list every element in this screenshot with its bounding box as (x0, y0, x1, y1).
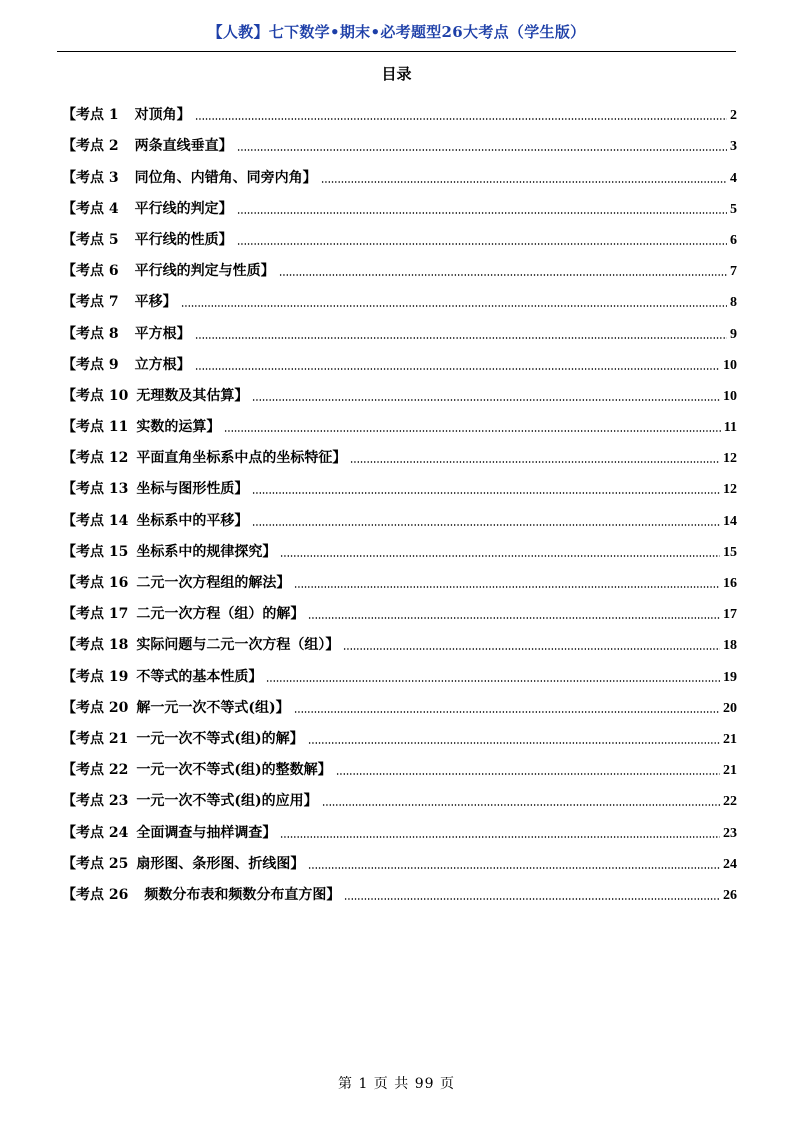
toc-entry[interactable] (62, 842, 737, 873)
toc-entry-title: 无理数及其估算】 (136, 387, 249, 404)
toc-entry-title: 平行线的性质】 (134, 231, 233, 248)
toc-entry[interactable] (62, 280, 737, 311)
toc-entry-title: 平移】 (134, 294, 177, 311)
toc-dot-leader (294, 586, 720, 588)
toc-entry[interactable] (62, 467, 737, 498)
toc-entry-page: 16 (723, 576, 737, 591)
toc-entry-page: 2 (730, 108, 737, 124)
toc-entry-page: 11 (723, 420, 737, 436)
toc-dot-leader (344, 898, 720, 900)
toc-dot-leader (252, 492, 720, 494)
toc-entry-number: 【考点 11 (62, 419, 129, 436)
toc-entry-page: 22 (723, 794, 737, 810)
toc-entry-page: 23 (723, 825, 737, 841)
toc-entry[interactable] (62, 124, 737, 155)
toc-entry[interactable] (62, 343, 737, 374)
toc-entry-title: 二元一次方程组的解法】 (136, 575, 291, 591)
toc-entry-number: 【考点 16 (62, 575, 129, 591)
toc-dot-leader (252, 399, 720, 401)
toc-entry-title: 对顶角】 (134, 107, 191, 124)
toc-dot-leader (195, 337, 727, 339)
toc-entry-number: 【考点 22 (62, 762, 129, 779)
toc-dot-leader (195, 368, 720, 370)
toc-entry-title: 实数的运算】 (136, 419, 221, 436)
toc-entry-title: 平行线的判定与性质】 (134, 263, 275, 280)
toc-entry-title: 一元一次不等式(组)的整数解】 (136, 762, 332, 779)
toc-entry[interactable] (62, 405, 737, 436)
toc-entry[interactable] (62, 810, 737, 841)
toc-dot-leader (294, 711, 720, 713)
toc-entry-number: 【考点 14 (62, 512, 129, 529)
toc-entry-title: 一元一次不等式(组)的应用】 (136, 793, 318, 810)
toc-entry-number: 【考点 19 (62, 668, 129, 685)
toc-entry[interactable] (62, 311, 737, 342)
toc-entry-title: 实际问题与二元一次方程（组）】 (136, 637, 340, 654)
toc-dot-leader (308, 617, 720, 619)
toc-entry-title: 全面调查与抽样调查】 (136, 824, 277, 841)
toc-entry-number: 【考点 12 (62, 450, 129, 467)
toc-entry-number: 【考点 25 (62, 855, 129, 872)
toc-entry[interactable] (62, 686, 737, 717)
toc-entry[interactable] (62, 374, 737, 405)
toc-entry-page: 5 (730, 201, 737, 217)
toc-entry[interactable] (62, 592, 737, 623)
toc-entry-page: 24 (723, 856, 737, 872)
toc-entry[interactable] (62, 717, 737, 748)
toc-entry-title: 解一元一次不等式(组)】 (136, 699, 290, 716)
toc-entry-number: 【考点 1 (62, 107, 119, 124)
toc-entry-page: 6 (730, 232, 737, 248)
toc-entry-title: 平方根】 (134, 325, 191, 342)
toc-entry-page: 19 (723, 669, 737, 685)
toc-dot-leader (181, 305, 727, 307)
toc-dot-leader (237, 149, 727, 151)
toc-entry-number: 【考点 5 (62, 231, 119, 248)
toc-entry-number: 【考点 24 (62, 824, 129, 841)
toc-entry[interactable] (62, 748, 737, 779)
toc-entry-number: 【考点 18 (62, 637, 129, 654)
toc-entry-number: 【考点 4 (62, 200, 119, 217)
toc-dot-leader (321, 181, 727, 183)
toc-entry-number: 【考点 7 (62, 294, 119, 311)
toc-dot-leader (336, 773, 720, 775)
toc-entry[interactable] (62, 873, 737, 904)
toc-dot-leader (308, 742, 720, 744)
toc-entry-page: 12 (723, 482, 737, 498)
toc-dot-leader (308, 867, 720, 869)
toc-entry-number: 【考点 26 (62, 886, 129, 903)
toc-entry[interactable] (62, 436, 737, 467)
toc-dot-leader (266, 680, 720, 682)
toc-dot-leader (280, 836, 720, 838)
toc-entry-page: 3 (730, 139, 737, 155)
toc-entry-title: 坐标系中的平移】 (136, 512, 249, 529)
toc-entry-title: 立方根】 (134, 356, 191, 373)
toc-dot-leader (237, 212, 727, 214)
toc-entry-title: 二元一次方程（组）的解】 (136, 606, 305, 623)
toc-entry-title: 同位角、内错角、同旁内角】 (134, 169, 317, 186)
toc-entry-page: 12 (723, 451, 737, 467)
toc-entry-title: 坐标系中的规律探究】 (136, 543, 277, 560)
toc-entry[interactable] (62, 530, 737, 561)
toc-dot-leader (279, 274, 727, 276)
toc-entry[interactable] (62, 218, 737, 249)
toc-entry-page: 18 (723, 638, 737, 654)
toc-entry-number: 【考点 6 (62, 263, 119, 280)
toc-entry[interactable] (62, 779, 737, 810)
toc-entry[interactable] (62, 498, 737, 529)
toc-entry[interactable] (62, 561, 737, 592)
toc-entry[interactable] (62, 93, 737, 124)
toc-entry-page: 21 (723, 731, 737, 747)
toc-entry-number: 【考点 8 (62, 325, 119, 342)
toc-dot-leader (252, 524, 720, 526)
toc-entry-title: 平行线的判定】 (134, 200, 233, 217)
toc-dot-leader (237, 243, 727, 245)
toc-entry[interactable] (62, 155, 737, 186)
toc-entry[interactable] (62, 623, 737, 654)
toc-entry-page: 7 (730, 264, 737, 280)
page-footer: 第 1 页 共 99 页 (338, 1076, 455, 1092)
toc-entry-page: 8 (730, 295, 737, 311)
toc-entry-number: 【考点 21 (62, 730, 129, 747)
toc-entry-number: 【考点 15 (62, 543, 129, 560)
toc-entry[interactable] (62, 187, 737, 218)
toc-dot-leader (343, 648, 720, 650)
toc-entry-page: 21 (723, 763, 737, 779)
toc-entry-title: 扇形图、条形图、折线图】 (136, 855, 305, 872)
toc-entry-number: 【考点 9 (62, 356, 119, 373)
toc-entry-page: 17 (723, 607, 737, 623)
toc-entry-page: 10 (723, 388, 737, 404)
toc-entry-title: 频数分布表和频数分布直方图】 (144, 886, 341, 903)
page-header-title: 【人教】七下数学•期末•必考题型26大考点（学生版） (207, 23, 586, 41)
toc-entry-title: 平面直角坐标系中点的坐标特征】 (136, 450, 347, 467)
toc-title: 目录 (381, 65, 412, 83)
toc-entry-page: 20 (723, 700, 737, 716)
toc-dot-leader (322, 804, 720, 806)
toc-dot-leader (195, 118, 727, 120)
toc-entry-number: 【考点 20 (62, 699, 129, 716)
toc-entry-title: 坐标与图形性质】 (136, 481, 249, 498)
toc-entry-number: 【考点 17 (62, 606, 129, 623)
toc-dot-leader (224, 430, 720, 432)
toc-dot-leader (350, 461, 720, 463)
toc-entry[interactable] (62, 654, 737, 685)
toc-dot-leader (280, 555, 720, 557)
header-divider (57, 51, 736, 52)
toc-entry-title: 两条直线垂直】 (134, 138, 233, 155)
toc-entry-page: 14 (723, 513, 737, 529)
toc-entry-number: 【考点 23 (62, 793, 129, 810)
toc-entry-number: 【考点 2 (62, 138, 119, 155)
toc-entry-title: 一元一次不等式(组)的解】 (136, 730, 304, 747)
toc-entry-number: 【考点 10 (62, 387, 129, 404)
toc-entry-page: 9 (730, 326, 737, 342)
toc-entry-page: 4 (730, 170, 737, 186)
toc-entry-number: 【考点 3 (62, 169, 119, 186)
toc-entry-page: 26 (723, 887, 737, 903)
toc-entry-title: 不等式的基本性质】 (136, 668, 263, 685)
table-of-contents (62, 93, 737, 904)
toc-entry[interactable] (62, 249, 737, 280)
toc-entry-page: 15 (723, 544, 737, 560)
toc-entry-number: 【考点 13 (62, 481, 129, 498)
toc-entry-page: 10 (723, 357, 737, 373)
